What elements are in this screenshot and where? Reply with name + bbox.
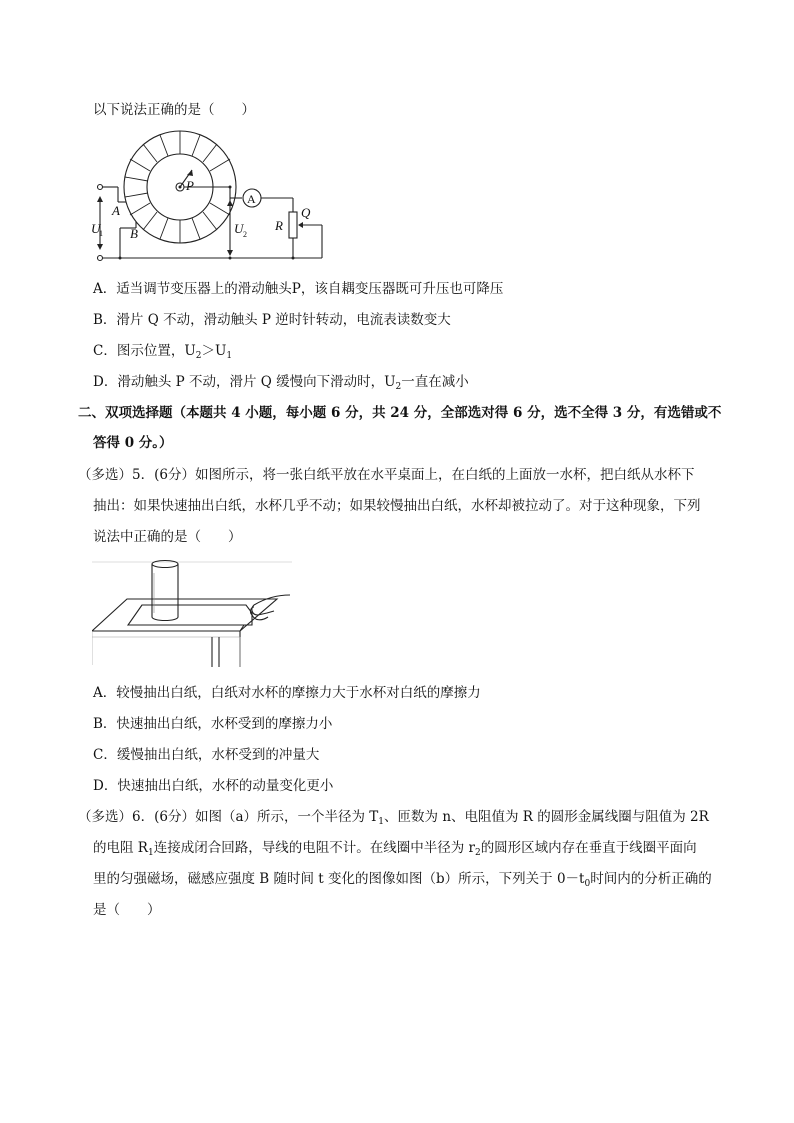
label-u2-sub: 2 xyxy=(243,230,247,239)
question-4-stem: 以下说法正确的是（ ） xyxy=(93,102,255,118)
q4-option-b: B．滑片 Q 不动，滑动触头 P 逆时针转动，电流表读数变大 xyxy=(93,312,451,328)
q5-stem-line1: （多选）5．(6分）如图所示，将一张白纸平放在水平桌面上，在白纸的上面放一水杯，把白纸从水杯下 xyxy=(78,467,695,483)
q4-option-c: C．图示位置，$U_2>U_1$ xyxy=(93,343,233,361)
label-p: P xyxy=(186,178,194,193)
autotransformer-figure xyxy=(90,130,335,265)
label-u2: U xyxy=(234,221,244,236)
label-a: A xyxy=(112,203,120,218)
label-r: R xyxy=(275,218,283,233)
q5-stem-line2: 抽出：如果快速抽出白纸，水杯几乎不动；如果较慢抽出白纸，水杯却被拉动了。对于这种现象，下列 xyxy=(93,498,701,514)
label-meter: A xyxy=(247,192,256,206)
q6-stem-line4: 是（ ） xyxy=(93,902,161,918)
label-u1-sub: 1 xyxy=(99,229,103,238)
section-2-heading: 二、双项选择题（本题共 4 小题，每小题 6 分，共 24 分，全部选对得 6 分，选不全得 3 分，有选错或不 xyxy=(78,405,722,421)
q5-stem-line3: 说法中正确的是（ ） xyxy=(93,529,242,545)
cup-paper-table-figure xyxy=(92,555,292,670)
q5-option-b: B．快速抽出白纸，水杯受到的摩擦力小 xyxy=(93,716,333,732)
q6-stem-line1: （多选）6．(6分）如图（a）所示，一个半径为 $T_1$、匝数为 n、电阻值为 R 的圆形金属线圈与阻值为 2R xyxy=(78,809,709,827)
q6-stem-line2: 的电阻 $R_1$连接成闭合回路，导线的电阻不计。在线圈中半径为 $r_2$的圆形区域内存在垂直于线圈平面向 xyxy=(93,840,697,858)
q5-option-d: D．快速抽出白纸，水杯的动量变化更小 xyxy=(93,778,334,794)
label-u1: U xyxy=(91,221,101,236)
q5-option-c: C．缓慢抽出白纸，水杯受到的冲量大 xyxy=(93,747,320,763)
q6-stem-line3: 里的匀强磁场，磁感应强度 B 随时间 t 变化的图像如图（b）所示，下列关于 $0-t_0$时间内的分析正确的 xyxy=(93,871,712,889)
q4-option-a: A．适当调节变压器上的滑动触头P，该自耦变压器既可升压也可降压 xyxy=(93,281,504,297)
q5-option-a: A．较慢抽出白纸，白纸对水杯的摩擦力大于水杯对白纸的摩擦力 xyxy=(93,685,481,701)
label-b: B xyxy=(130,226,138,241)
label-q: Q xyxy=(301,205,311,220)
q4-option-d: D．滑动触头 P 不动，滑片 Q 缓慢向下滑动时，$U_2$一直在减小 xyxy=(93,374,469,392)
section-2-heading-cont: 答得 0 分。） xyxy=(93,435,173,451)
